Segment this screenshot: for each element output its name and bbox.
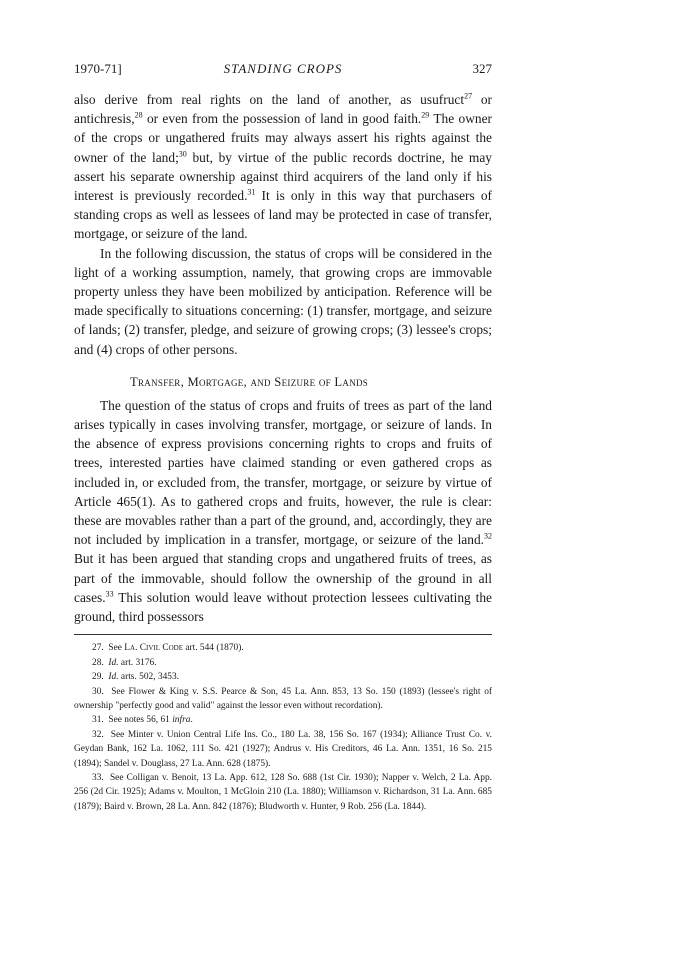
text-run: But it has been argued that standing crops and ungathered fruits of trees, as part of the immovable, should follow the ownership of the ground in all cases.: [74, 551, 492, 605]
footnote-31: [74, 713, 492, 727]
paragraph-1: [74, 90, 492, 244]
footnote-number: 29.: [92, 672, 104, 683]
footnote-number: 31.: [92, 715, 104, 726]
text-run: It is only in this way that purchasers of standing crops as well as lessees of land may be protected in case of transfer, mortgage, or seizure of the land.: [74, 188, 492, 242]
footnote-number: 33.: [92, 772, 104, 783]
footnote-number: 28.: [92, 657, 104, 668]
footnote-text: art. 3176.: [118, 657, 157, 668]
text-run: or even from the possession of land in good faith.: [142, 111, 422, 127]
footnote-text: La. Civil Code: [124, 643, 183, 654]
text-run: This solution would leave without protection lessees cultivating the ground, third possessors: [74, 589, 492, 625]
footnote-text: art. 544 (1870).: [183, 643, 244, 654]
footnote-text: Id.: [108, 657, 119, 668]
footnote-text: arts. 502, 3453.: [118, 672, 179, 683]
footnote-27: [74, 641, 492, 655]
body-text: [74, 90, 492, 626]
paragraph-3: [74, 396, 492, 626]
footnote-30: [74, 685, 492, 714]
footnote-text: See: [108, 643, 125, 654]
article-title: STANDING CROPS: [223, 61, 343, 76]
text-run: or antichresis,: [74, 92, 492, 127]
text-run: but, by virtue of the public records doctrine, he may assert his separate ownership against third acquirers of the land only if his interest is previously recorded.: [74, 149, 492, 204]
footnote-ref: 33: [105, 589, 114, 599]
footnote-text: See Colligan v. Benoit, 13 La. App. 612, 128 So. 688 (1st Cir. 1930); Napper v. Welch, 2 La. App. 256 (2d Cir. 1925); Adams v. Moulton, 1 McGloin 210 (La. 1880); Williamson v. Richardson, 31 La. Ann. 685 (1879); Baird v. Brown, 28 La. Ann. 842 (1876); Bludworth v. Hunter, 9 Rob. 256 (La. 1844).: [74, 772, 493, 812]
section-heading: Transfer, Mortgage, and Seizure of Lands: [130, 374, 369, 389]
footnote-divider: [74, 634, 492, 635]
text-run: also derive from real rights on the land of another, as usufruct: [74, 92, 465, 107]
footnote-number: 30.: [92, 686, 104, 697]
footnote-text: See Minter v. Union Central Life Ins. Co., 180 La. 38, 156 So. 167 (1934); Alliance Trust Co. v. Geydan Bank, 162 La. 1062, 111 So. 421 (1927); Andrus v. His Creditors, 46 La. Ann. 1351, 16 So. 215 (1894); Sandel v. Douglass, 27 La. Ann. 628 (1875).: [74, 729, 493, 769]
footnote-text: See notes 56, 61: [108, 715, 173, 726]
footnote-number: 27.: [92, 643, 104, 654]
footnote-ref: 30: [178, 149, 187, 159]
footnote-ref: 28: [134, 110, 143, 120]
footnote-text: .: [190, 715, 193, 726]
footnote-32: [74, 728, 492, 771]
paragraph-2: In the following discussion, the status of crops will be considered in the light of a working assumption, namely, that growing crops are immovable property unless they have been mobilized by anticipation. Reference will be made specifically to situations concerning: (1) transfer, mortgage, and seizure of lands; (2) transfer, pledge, and seizure of growing crops; (3) lessee's crops; and (4) crops of other persons.: [74, 245, 492, 357]
footnote-number: 32.: [92, 729, 104, 740]
footnote-text: See Flower & King v. S.S. Pearce & Son, 45 La. Ann. 853, 13 So. 150 (1893) (lessee's right of ownership "perfectly good and valid" against the lessor even without recordation).: [74, 686, 492, 711]
text-run: The question of the status of crops and fruits of trees as part of the land arises typically in cases involving transfer, mortgage, or seizure of lands. In the absence of express provisions concerning rights to crops and fruits of trees, interested parties have claimed standing or even gathered crops as included in, or excluded from, the transfer, mortgage, or seizure by virtue of Article 465(1). As to gathered crops and fruits, however, the rule is clear: these are movables rather than a part of the ground, and, accordingly, they are not included by implication in a transfer, mortgage, or seizure of the land.: [74, 397, 492, 548]
running-head: [74, 60, 492, 78]
footnote-33: [74, 771, 492, 814]
footnote-text: Id.: [108, 672, 119, 683]
footnote-28: [74, 656, 492, 670]
footnote-ref: 27: [464, 91, 473, 101]
footnotes: [74, 641, 492, 814]
footnote-ref: 32: [484, 531, 492, 541]
footnote-ref: 31: [247, 187, 256, 197]
text-run: The owner of the crops or ungathered fruits may always assert his rights against the owner of the land;: [74, 111, 492, 165]
footnote-ref: 29: [421, 110, 430, 120]
footnote-29: [74, 670, 492, 684]
footnote-text: infra: [172, 715, 191, 726]
volume-label: 1970-71]: [74, 61, 122, 76]
page-number: 327: [472, 61, 492, 76]
page: [74, 60, 492, 814]
